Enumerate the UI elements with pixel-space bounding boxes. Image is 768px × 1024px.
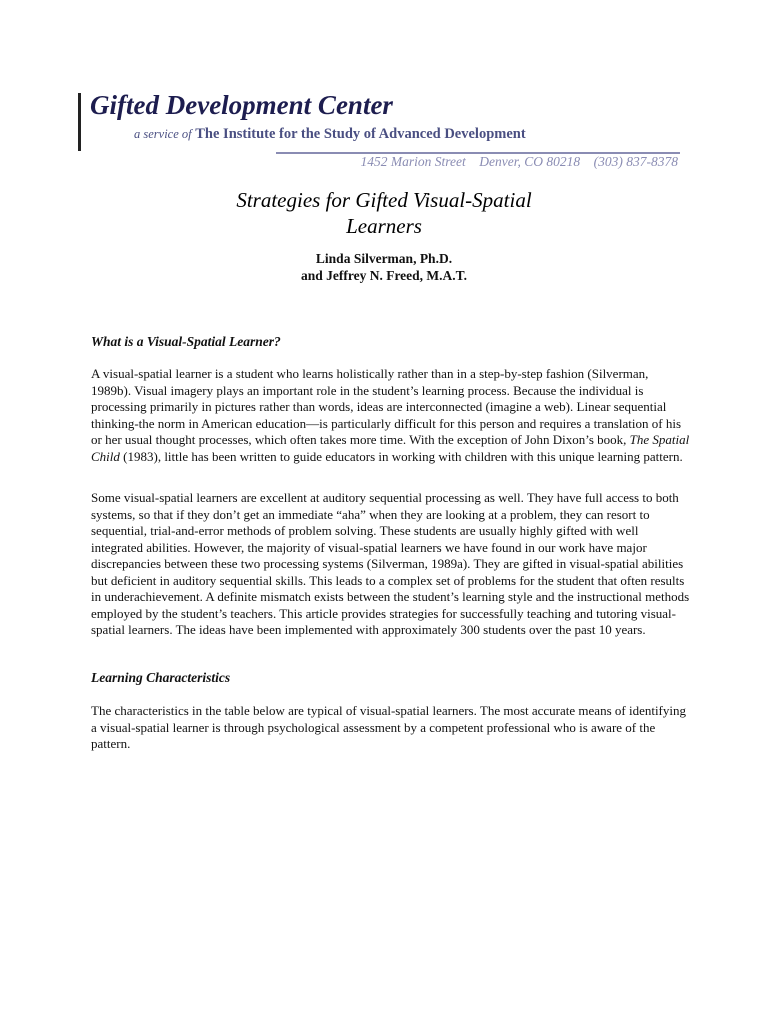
section-heading-learning-characteristics: Learning Characteristics: [91, 670, 231, 685]
paragraph-1-text-b: (1983), little has been written to guide educators in working with children with this unique learning pattern.: [119, 448, 683, 464]
paragraph-2: Some visual-spatial learners are excellent at auditory sequential processing as well. They have full access to both systems, so that if they don’t get an immediate “aha” when they are looking at a problem, they can resort to sequential, trial-and-error methods of problem solving. These students are usually highly gifted with well integrated abilities. However, the majority of visual-spatial learners we have found in our work have major discrepancies between these two processing systems (Silverman, 1989a). They are gifted in visual-spatial abilities but deficient in auditory sequential skills. This leads to a complex set of problems for the student that often results in underachievement. A definite mismatch exists between the student’s learning style and the instructional methods employed by the student’s teachers. This article provides strategies for successfully teaching and tutoring visual-spatial learners. The ideas have been implemented with approximately 300 students over the past 10 years.: [91, 490, 690, 637]
paragraph-3: The characteristics in the table below are typical of visual-spatial learners. The most accurate means of identifying a visual-spatial learner is through psychological assessment by a competent professional who is aware of the pattern.: [91, 703, 686, 751]
address-line: 1452 Marion Street Denver, CO 80218 (303) 837-8378: [360, 154, 678, 169]
service-line: [134, 126, 526, 143]
paragraph-1-text-a: A visual-spatial learner is a student who learns holistically rather than in a step-by-step fashion (Silverman, 1989b). Visual imagery plays an important role in the student’s learning process. Because the individual is processing primarily in pictures rather than words, ideas are interconnected (imagine a web). Linear sequential thinking-the norm in American education—is particularly difficult for this person and requires a translation of his or her usual thought processes, which often takes more time. With the exception of John Dixon’s book,: [91, 366, 682, 447]
letterhead-bar: [78, 93, 81, 151]
paragraph-1: [91, 366, 691, 465]
author-line-1: Linda Silverman, Ph.D.: [315, 251, 453, 266]
title-line-2: Learners: [346, 214, 422, 238]
article-authors: [0, 250, 768, 284]
institute-name: The Institute for the Study of Advanced Development: [195, 126, 526, 142]
book-title: The Spatial Child: [91, 432, 690, 464]
section-heading-visual-spatial: What is a Visual-Spatial Learner?: [91, 334, 281, 349]
author-line-2: and Jeffrey N. Freed, M.A.T.: [300, 268, 468, 283]
title-line-1: Strategies for Gifted Visual-Spatial: [236, 188, 532, 212]
article-title: [0, 187, 768, 239]
service-prefix: a service of: [134, 127, 192, 141]
org-name: Gifted Development Center: [90, 90, 393, 120]
